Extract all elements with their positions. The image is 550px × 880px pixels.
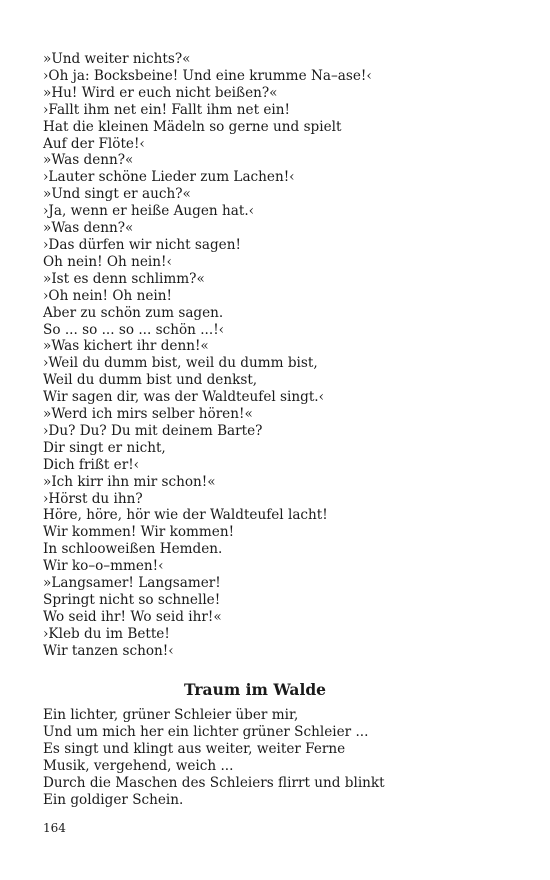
section-poem-line: Ein goldiger Schein.: [43, 791, 184, 808]
poem-line: »Und weiter nichts?«: [43, 51, 191, 67]
poem-line: Dir singt er nicht,: [43, 439, 166, 456]
poem-line: Wir sagen dir, was der Waldteufel singt.‹: [43, 389, 325, 406]
section-poem-line: Durch die Maschen des Schleiers flirrt und blinkt: [43, 774, 385, 791]
poem-line: ›Ja, wenn er heiße Augen hat.‹: [43, 203, 255, 220]
poem-line: Wir ko–o–mmen!‹: [43, 558, 164, 575]
poem-line: Höre, höre, hör wie der Waldteufel lacht!: [43, 507, 328, 524]
section-title: Traum im Walde: [183, 680, 327, 699]
poem-line: Springt nicht so schnelle!: [43, 592, 221, 608]
poem-line: »Langsamer! Langsamer!: [43, 575, 221, 592]
poem-line: ›Fallt ihm net ein! Fallt ihm net ein!: [43, 101, 290, 118]
poem-line: Auf der Flöte!‹: [43, 135, 145, 152]
poem-line: Wir kommen! Wir kommen!: [43, 524, 235, 541]
poem-line: »Was denn?«: [43, 152, 134, 169]
poem-line: »Was denn?«: [43, 220, 134, 237]
poem-line: ›Weil du dumm bist, weil du dumm bist,: [43, 355, 318, 372]
poem-line: ›Oh ja: Bocksbeine! Und eine krumme Na–ase!‹: [43, 67, 372, 84]
section-poem-line: Musik, vergehend, weich ...: [43, 757, 234, 774]
poem-line: Aber zu schön zum sagen.: [43, 304, 224, 321]
poem-line: »Werd ich mirs selber hören!«: [43, 406, 253, 423]
poem-line: In schlooweißen Hemden.: [43, 541, 223, 558]
poem-line: ›Lauter schöne Lieder zum Lachen!‹: [43, 169, 295, 186]
poem-line: »Ist es denn schlimm?«: [43, 270, 205, 287]
poem-line: ›Kleb du im Bette!: [43, 625, 170, 642]
poem-line: Weil du dumm bist und denkst,: [43, 372, 258, 389]
poem-line: »Ich kirr ihn mir schon!«: [43, 473, 216, 490]
poem-line: Dich frißt er!‹: [43, 456, 140, 473]
page-number: 164: [43, 821, 66, 835]
poem-line: ›Oh nein! Oh nein!: [43, 287, 172, 304]
poem-line: Oh nein! Oh nein!‹: [43, 253, 172, 270]
poem-line: Wo seid ihr! Wo seid ihr!«: [43, 608, 222, 625]
poem-line: »Und singt er auch?«: [43, 186, 191, 203]
section-poem-line: Und um mich her ein lichter grüner Schleier ...: [43, 723, 369, 740]
poem-line: »Was kichert ihr denn!«: [43, 338, 209, 355]
poem-line: ›Du? Du? Du mit deinem Barte?: [43, 422, 263, 439]
poem-line: Wir tanzen schon!‹: [43, 642, 174, 659]
poem-text: [43, 51, 513, 660]
section-poem-text: [43, 707, 513, 808]
poem-line: »Hu! Wird er euch nicht beißen?«: [43, 84, 278, 101]
section-heading: [0, 680, 510, 700]
section-poem-line: Es singt und klingt aus weiter, weiter Ferne: [43, 740, 346, 757]
section-poem-line: Ein lichter, grüner Schleier über mir,: [43, 707, 299, 723]
poem-line: ›Das dürfen wir nicht sagen!: [43, 236, 241, 253]
poem-line: So ... so ... so ... schön ...!‹: [43, 321, 225, 338]
poem-line: Hat die kleinen Mädeln so gerne und spielt: [43, 118, 342, 135]
poem-line: ›Hörst du ihn?: [43, 490, 143, 507]
